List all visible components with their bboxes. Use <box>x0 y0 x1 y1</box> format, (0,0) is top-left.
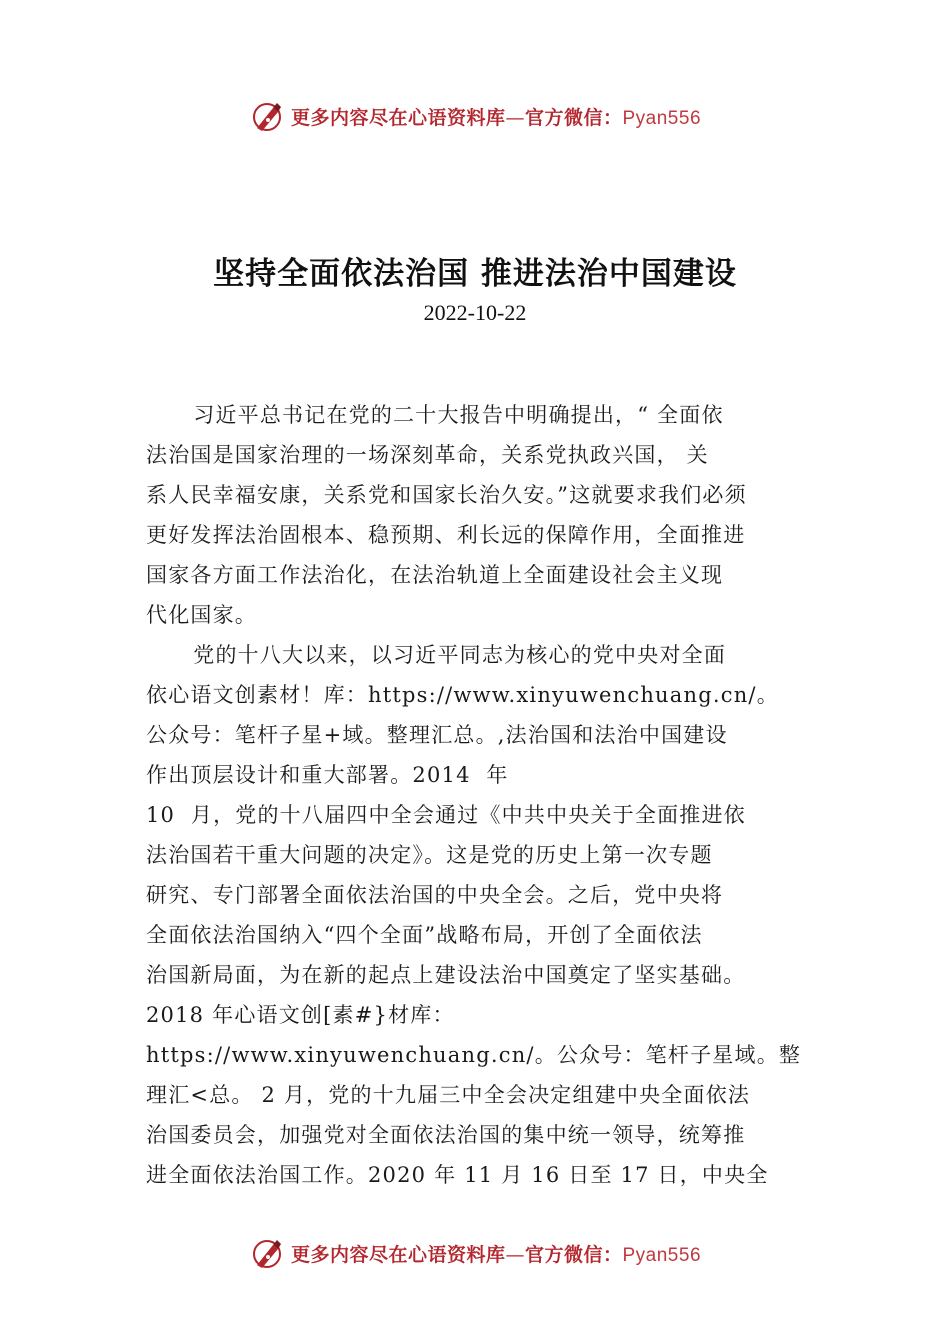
publish-date: 2022-10-22 <box>423 300 527 325</box>
banner-text <box>291 103 701 130</box>
body-line: 更好发挥法治固根本、稳预期、利长远的保障作用，全面推进 <box>146 523 746 547</box>
body-line: https://www.xinyuwenchuang.cn/。公众号：笔杆子星域。整 <box>146 1043 802 1067</box>
footer-banner <box>0 1233 950 1273</box>
body-line: 治国新局面，为在新的起点上建设法治中国奠定了坚实基础。 <box>146 963 746 987</box>
body-line: 作出顶层设计和重大部署。2014 年 <box>146 763 509 787</box>
banner-slogan: 更多内容尽在心语资料库 <box>290 1243 506 1266</box>
page-title: 坚持全面依法治国 推进法治中国建设 <box>213 256 737 292</box>
body-line: 10 月，党的十八届四中全会通过《中共中央关于全面推进依 <box>146 803 746 827</box>
body-line: 2018 年心语文创[素#}材库： <box>146 1003 455 1027</box>
banner-contact-label: 官方微信： <box>524 106 623 129</box>
body-line: 全面依法治国纳入“四个全面”战略布局，开创了全面依法 <box>146 923 703 947</box>
body-line: 党的十八大以来，以习近平同志为核心的党中央对全面 <box>146 643 727 667</box>
banner-slogan: 更多内容尽在心语资料库 <box>290 106 506 129</box>
body-line: 研究、专门部署全面依法治国的中央全会。之后，党中央将 <box>146 883 724 907</box>
body-line: 治国委员会，加强党对全面依法治国的集中统一领导，统筹推 <box>146 1123 746 1147</box>
pen-nib-logo-icon <box>249 98 285 134</box>
banner-text <box>291 1240 701 1267</box>
banner-contact-label: 官方微信： <box>524 1243 623 1266</box>
body-line: 法治国若干重大问题的决定》。这是党的历史上第一次专题 <box>146 843 713 867</box>
body-line: 依心语文创素材！库：https://www.xinyuwenchuang.cn/。 <box>146 683 779 707</box>
article-body <box>146 395 826 1195</box>
banner-separator: — <box>505 106 525 129</box>
body-line: 习近平总书记在党的二十大报告中明确提出，“ 全面依 <box>146 403 724 427</box>
body-line: 法治国是国家治理的一场深刻革命，关系党执政兴国， 关 <box>146 443 709 467</box>
banner-separator: — <box>505 1243 525 1266</box>
body-line: 代化国家。 <box>146 603 257 627</box>
pen-nib-logo-icon <box>249 1235 285 1271</box>
banner-contact-id: Pyan556 <box>622 1244 702 1266</box>
body-line: 公众号：笔杆子星+域。整理汇总。,法治国和法治中国建设 <box>146 723 728 747</box>
header-banner <box>0 96 950 136</box>
body-line: 系人民幸福安康，关系党和国家长治久安。”这就要求我们必须 <box>146 483 747 507</box>
body-line: 国家各方面工作法治化，在法治轨道上全面建设社会主义现 <box>146 563 724 587</box>
body-line: 进全面依法治国工作。2020 年 11 月 16 日至 17 日，中央全 <box>146 1163 769 1187</box>
body-line: 理汇<总。 2 月，党的十九届三中全会决定组建中央全面依法 <box>146 1083 751 1107</box>
banner-contact-id: Pyan556 <box>622 107 702 129</box>
